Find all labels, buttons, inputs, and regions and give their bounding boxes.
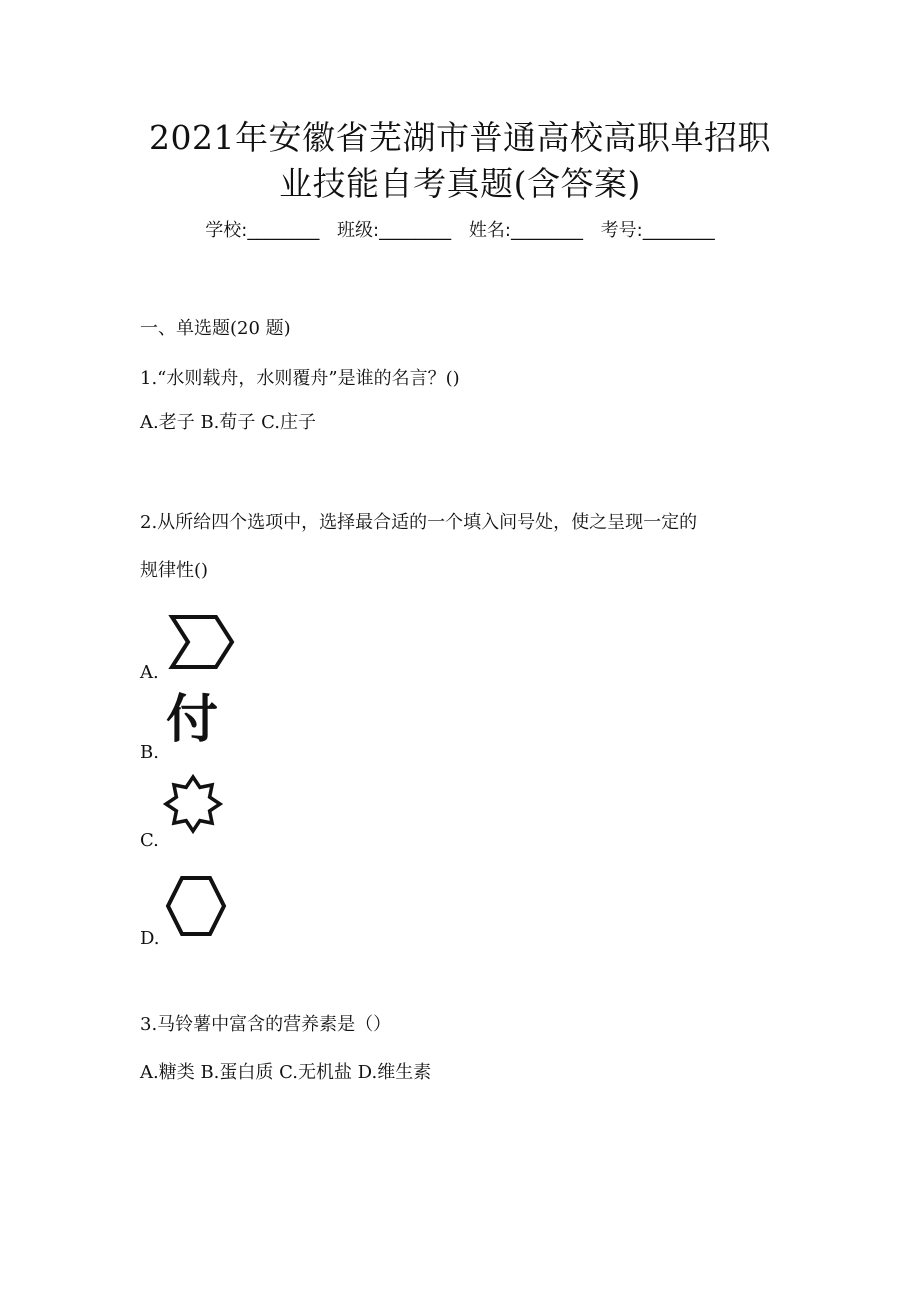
- star-outline: [166, 777, 220, 831]
- name-blank: ________: [510, 220, 583, 241]
- class-label: 班级:: [337, 220, 380, 241]
- name-field: [469, 220, 583, 241]
- name-label: 姓名:: [468, 220, 511, 241]
- character-fu-glyph: 付: [166, 690, 219, 750]
- question-2-stem-line-1: 2.从所给四个选项中，选择最合适的一个填入问号处，使之呈现一定的: [140, 512, 698, 533]
- question-2-option-c-label: C.: [140, 830, 159, 851]
- question-1-stem: 1.“水则载舟，水则覆舟”是谁的名言？(): [140, 368, 460, 389]
- star-shape-icon: [162, 768, 224, 838]
- exam-number-blank: ________: [642, 220, 715, 241]
- doc-title-line-1: 2021年安徽省芜湖市普通高校高职单招职: [149, 118, 771, 157]
- question-3-options: A.糖类 B.蛋白质 C.无机盐 D.维生素: [140, 1062, 432, 1083]
- question-2-option-b-label: B.: [140, 742, 159, 763]
- doc-title-line-2: 业技能自考真题(含答案): [279, 164, 641, 203]
- exam-number-field: [601, 220, 715, 241]
- class-field: [337, 220, 451, 241]
- question-2-stem-line-2: 规律性(): [140, 560, 209, 581]
- question-2-option-d-label: D.: [140, 928, 160, 949]
- school-field: [205, 220, 319, 241]
- section-heading: 一、单选题(20 题): [140, 318, 291, 339]
- question-3-stem: 3.马铃薯中富含的营养素是（）: [140, 1014, 392, 1035]
- chevron-shape-icon: [164, 612, 236, 672]
- school-label: 学校:: [205, 220, 248, 241]
- question-2-option-a-label: A.: [140, 662, 159, 683]
- hexagon-shape-icon: [164, 872, 228, 940]
- student-info-fields: [0, 218, 920, 244]
- class-blank: ________: [379, 220, 452, 241]
- school-blank: ________: [247, 220, 320, 241]
- exam-number-label: 考号:: [600, 220, 643, 241]
- question-1-options: A.老子 B.荀子 C.庄子: [140, 412, 316, 433]
